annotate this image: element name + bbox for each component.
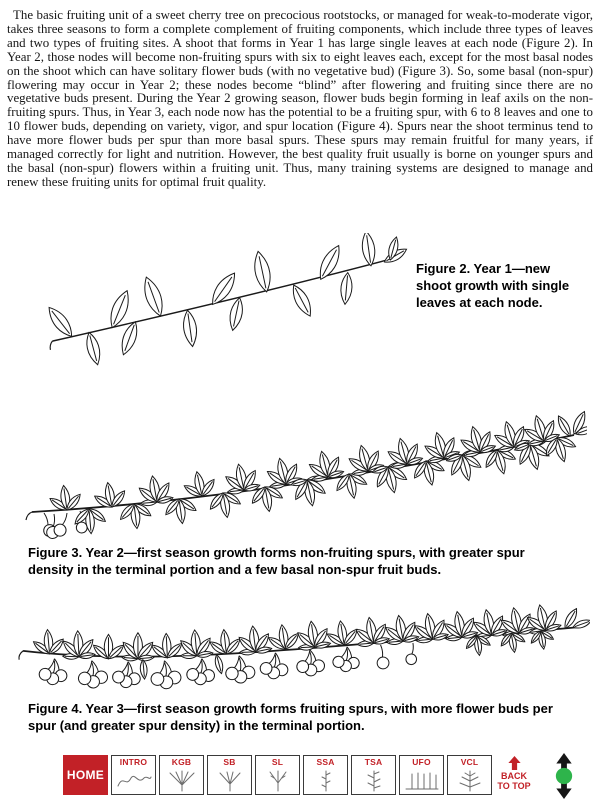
back-to-top-button[interactable] [495, 755, 533, 795]
nav-item-label: INTRO [119, 757, 148, 767]
nav-item-label: SB [223, 757, 236, 767]
nav-item-tsa[interactable] [351, 755, 396, 795]
sb-thumbnail-sketch [210, 768, 250, 794]
figure3-caption: Figure 3. Year 2—first season growth forms non-fruiting spurs, with greater spur density in the terminal portion and a few basal non-spur fruit buds. [28, 545, 525, 577]
tsa-thumbnail-sketch [354, 768, 394, 794]
nav-item-sl[interactable] [255, 755, 300, 795]
kgb-thumbnail-sketch [162, 768, 202, 794]
spur-foliage [46, 410, 587, 535]
figure2-caption: Figure 2. Year 1—new shoot growth with single leaves at each node. [416, 261, 570, 310]
scroll-indicator[interactable] [551, 752, 577, 800]
single-leaves [44, 233, 409, 366]
intro-thumbnail-sketch [114, 768, 154, 794]
scroll-position-dot [556, 768, 572, 784]
back-to-top-label: BACK TO TOP [497, 771, 531, 792]
nav-item-label: KGB [171, 757, 192, 767]
figure4-caption: Figure 4. Year 3—first season growth forms fruiting spurs, with more flower buds per spur (and greater spur density) in the terminal portion. [28, 701, 553, 733]
ufo-thumbnail-sketch [402, 768, 442, 794]
nav-item-label: SSA [316, 757, 335, 767]
sl-thumbnail-sketch [258, 768, 298, 794]
nav-item-intro[interactable] [111, 755, 156, 795]
intro-paragraph: The basic fruiting unit of a sweet cherry tree on precocious rootstocks, or managed for weak-to-moderate vigor, takes three seasons to form a complete complement of fruiting components, which include three types of leaves and two types of fruiting sites. A shoot that forms in Year 1 has large single leaves at each node (Figure 2). In Year 2, those nodes will become non-fruiting spurs with six to eight leaves each, except for the most basal nodes on the shoot which can have solitary flower buds (with no vegetative bud) (Figure 3). So, some basal (non-spur) flowering may occur in Year 2; these nodes become “blind” after flowering and fruiting since there are no vegetative buds present. During the Year 2 growing season, flower buds begin forming in leaf axils on the non-fruiting spurs. Thus, in Year 3, each node now has the potential to be a fruiting spur, with 6 to 8 leaves and one to 10 flower buds, depending on variety, vigor, and spur location (Figure 4). Spurs near the shoot terminus tend to have more flower buds per spur than more basal spurs. These spurs may remain fruitful for many years, if managed correctly for light and nutrition. However, the best quality fruit usually is borne on younger spurs and the basal (non-spur) flowers within a fruiting unit. Thus, many training systems are designed to manage and renew these fruiting units for optimal fruit quality. [7, 8, 593, 189]
figure3-illustration [22, 406, 587, 541]
bottom-nav [63, 755, 533, 795]
ssa-thumbnail-sketch [306, 768, 346, 794]
nav-item-ssa[interactable] [303, 755, 348, 795]
nav-item-sb[interactable] [207, 755, 252, 795]
nav-item-label: VCL [460, 757, 479, 767]
vcl-thumbnail-sketch [450, 768, 490, 794]
up-arrow-icon [508, 756, 521, 770]
nav-item-label: SL [271, 757, 284, 767]
nav-item-kgb[interactable] [159, 755, 204, 795]
nav-item-label: TSA [364, 757, 383, 767]
nav-item-label: UFO [412, 757, 431, 767]
figure4-illustration [10, 588, 590, 698]
home-button[interactable]: HOME [63, 755, 108, 795]
figure2-illustration [40, 233, 420, 373]
nav-item-vcl[interactable] [447, 755, 492, 795]
nav-item-ufo[interactable] [399, 755, 444, 795]
